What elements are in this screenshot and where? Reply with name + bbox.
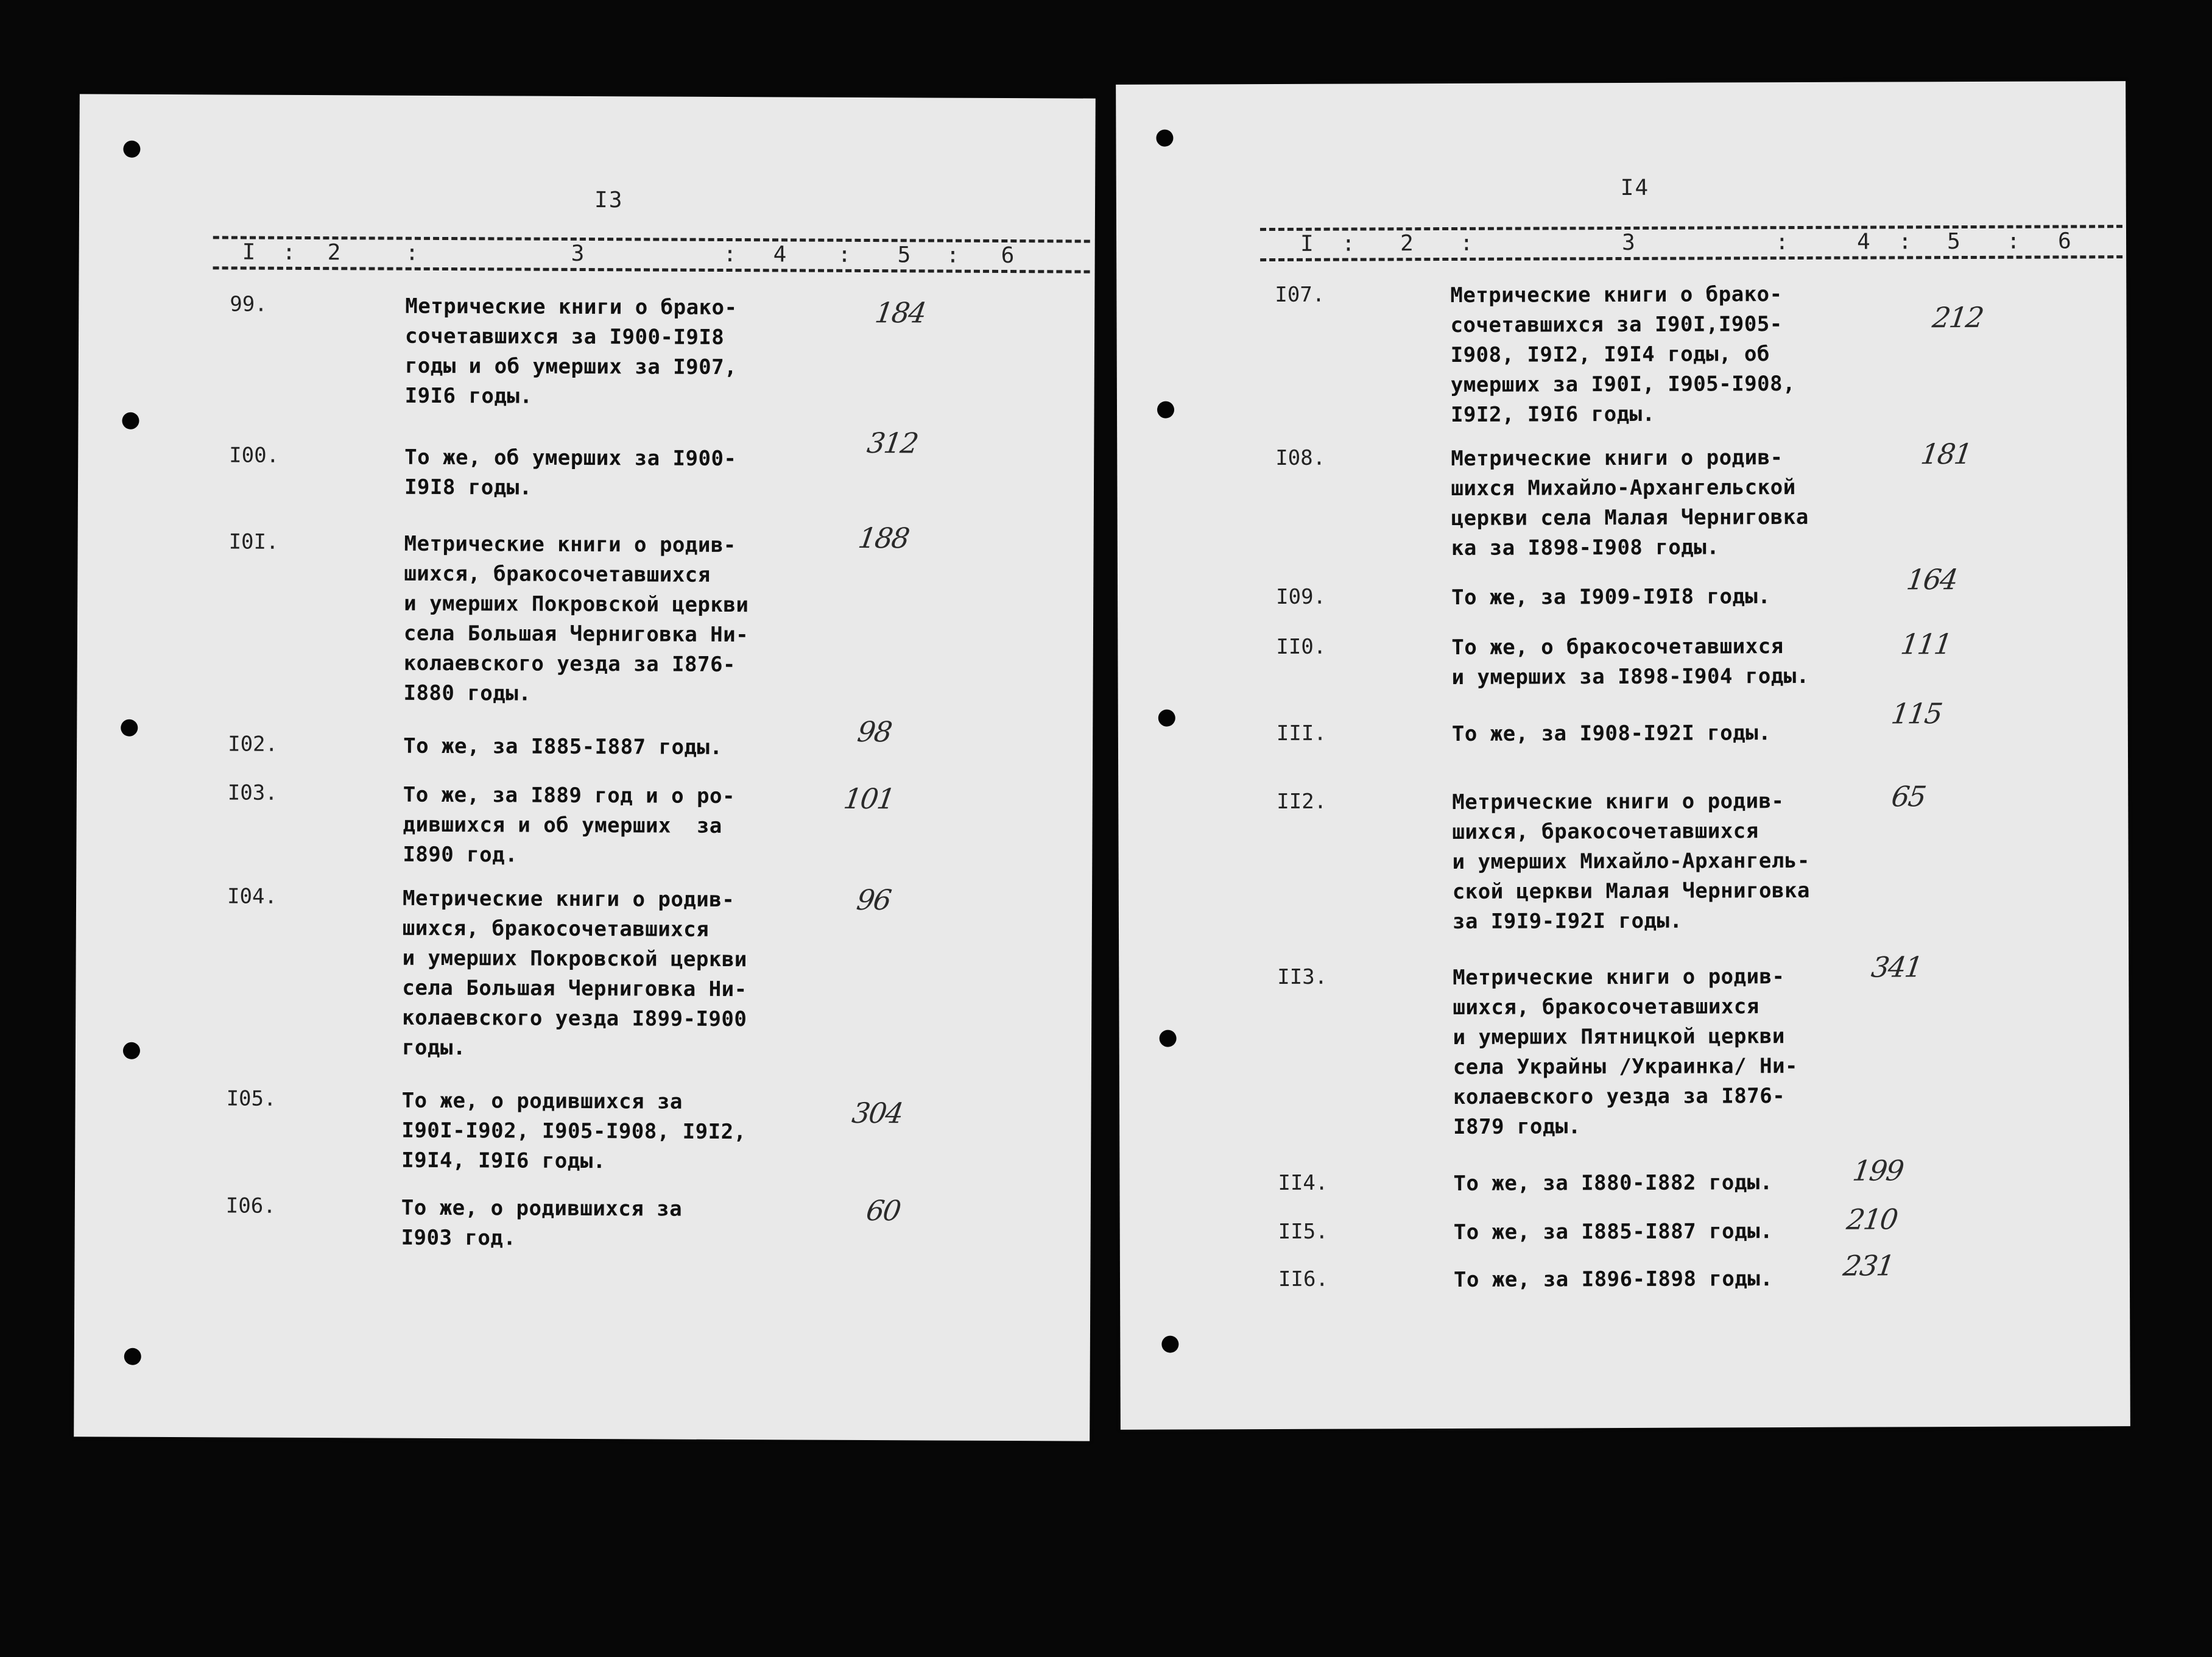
punch-hole [1160,1030,1177,1047]
record-description: То же, за I908-I92I годы. [1451,721,1772,746]
column-separator: : [946,242,960,268]
record-sheet-count: 181 [1918,437,1973,471]
record-sheet-count: 210 [1844,1203,1900,1236]
column-header-1: I [242,239,256,265]
record-description: То же, о родившихся за I903 год. [401,1195,683,1251]
column-header-5: 5 [1946,229,1960,255]
column-header-5: 5 [897,242,911,268]
column-separator: : [1341,231,1355,256]
punch-hole [124,1348,141,1365]
column-separator: : [837,242,851,267]
record-description: Метрические книги о родив- шихся, бракосочетавшихся и умерших Покровской церкви села Большая Черниговка Ни- колаевского уезда за I876- I880 годы. [403,531,749,706]
record-number: II4. [1278,1170,1328,1195]
record-number: II3. [1277,964,1328,989]
record-number: II2. [1277,789,1327,814]
punch-hole [1156,130,1173,147]
archive-page-left [74,94,1096,1441]
record-description: То же, за I896-I898 годы. [1453,1267,1773,1292]
record-number: III. [1276,721,1326,746]
record-sheet-count: 312 [865,426,920,460]
record-description: Метрические книги о родив- шихся, бракосочетавшихся и умерших Михайло-Архангель- ской церкви Малая Черниговка за I9I9-I92I годы. [1452,789,1811,934]
page-number: I4 [1620,175,1650,201]
record-number: II0. [1276,634,1326,659]
column-header-2: 2 [1400,231,1414,256]
record-description: Метрические книги о родив- шихся, бракосочетавшихся и умерших Покровской церкви села Большая Черниговка Ни- колаевского уезда I899-I900 годы. [401,886,747,1061]
record-sheet-count: 164 [1904,563,1959,596]
record-number: II5. [1278,1219,1328,1244]
record-sheet-count: 60 [864,1194,903,1228]
record-description: Метрические книги о брако- сочетавшихся за I900-I9I8 годы и об умерших за I907, I9I6 годы. [404,294,738,409]
punch-hole [122,412,139,429]
punch-hole [123,1042,140,1059]
column-separator: : [1459,230,1473,256]
record-description: То же, за I885-I887 годы. [1453,1219,1773,1245]
record-sheet-count: 98 [855,715,893,749]
record-sheet-count: 212 [1930,300,1985,334]
page-number: I3 [594,188,624,213]
record-description: Метрические книги о брако- сочетавшихся за I90I,I905- I908, I9I2, I9I4 годы, об умерших за I90I, I905-I908, I9I2, I9I6 годы. [1450,282,1796,427]
punch-hole [123,141,140,158]
record-number: I06. [225,1193,276,1218]
record-sheet-count: 96 [854,883,893,917]
record-sheet-count: 341 [1869,950,1924,984]
record-number: I03. [227,780,278,805]
record-description: То же, за I889 год и о ро- дившихся и об умерших за I890 год. [403,782,736,867]
header-rule [213,236,1090,242]
record-number: I08. [1275,445,1326,470]
column-header-4: 4 [773,242,787,267]
punch-hole [1158,710,1175,727]
column-separator: : [282,239,296,265]
column-header-3: 3 [571,241,585,266]
column-header-3: 3 [1621,230,1635,256]
record-sheet-count: 184 [873,296,928,330]
column-header-1: I [1300,231,1314,256]
column-separator: : [2006,228,2020,254]
record-description: Метрические книги о родив- шихся Михайло-Архангельской церкви села Малая Черниговка ка за I898-I908 годы. [1451,445,1809,560]
header-rule [1260,225,2122,231]
column-separator: : [723,241,737,267]
record-number: 99. [230,292,267,317]
record-sheet-count: 101 [841,782,896,816]
record-sheet-count: 188 [856,521,911,555]
column-header-2: 2 [327,240,341,266]
record-sheet-count: 231 [1841,1249,1896,1282]
record-description: То же, о бракосочетавшихся и умерших за I898-I904 годы. [1451,634,1809,690]
record-description: Метрические книги о родив- шихся, бракосочетавшихся и умерших Пятницкой церкви села Украйны /Украинка/ Ни- колаевского уезда за I876- I879 годы. [1453,964,1798,1139]
header-rule [1260,255,2122,261]
record-number: I05. [226,1086,276,1111]
record-sheet-count: 111 [1898,627,1953,661]
record-description: То же, за I880-I882 годы. [1453,1170,1773,1196]
punch-hole [1161,1336,1178,1353]
record-number: I04. [227,884,278,909]
column-header-6: 6 [2057,228,2071,254]
record-number: I0I. [228,529,279,554]
record-description: То же, за I885-I887 годы. [403,733,723,760]
record-number: I02. [228,732,278,757]
record-number: I00. [229,443,280,468]
record-sheet-count: 65 [1889,780,1928,813]
record-description: То же, об умерших за I900- I9I8 годы. [404,445,737,500]
column-header-4: 4 [1856,229,1870,255]
record-sheet-count: 304 [850,1096,905,1130]
column-header-6: 6 [1001,242,1015,269]
record-sheet-count: 199 [1850,1154,1905,1187]
record-description: То же, о родившихся за I90I-I902, I905-I908, I9I2, I9I4, I9I6 годы. [401,1088,747,1174]
punch-hole [121,719,138,737]
record-sheet-count: 115 [1889,697,1944,730]
record-number: II6. [1278,1267,1328,1291]
archive-page-right [1116,81,2130,1430]
column-separator: : [1898,229,1912,255]
record-number: I07. [1275,282,1325,307]
record-number: I09. [1276,584,1326,609]
record-description: То же, за I909-I9I8 годы. [1451,584,1771,610]
punch-hole [1157,401,1174,419]
column-separator: : [405,240,419,266]
column-separator: : [1775,230,1789,255]
